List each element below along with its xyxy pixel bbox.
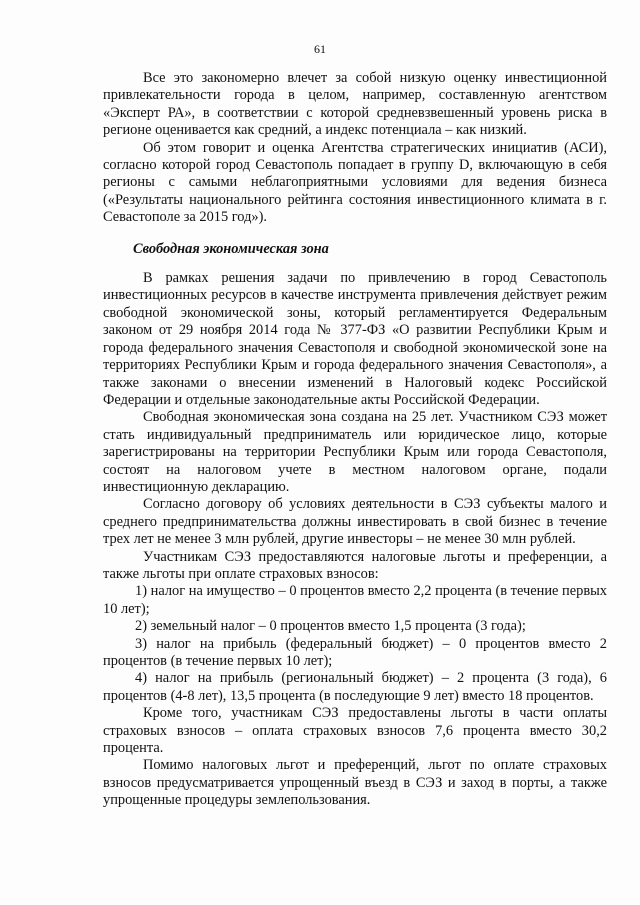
list-item: 1) налог на имущество – 0 процентов вместо 2,2 процента (в течение первых 10 лет); (103, 583, 607, 617)
paragraph: Все это закономерно влечет за собой низкую оценку инвестиционной привлекательности города в целом, например, составленную агентством «Эксперт РА», в соответствии с которой средневзвешенный уровень риска в регионе оценивается как средний, а индекс потенциала – как низкий. (103, 70, 607, 139)
paragraph: Об этом говорит и оценка Агентства стратегических инициатив (АСИ), согласно которой город Севастополь попадает в группу D, включающую в себя регионы с самыми неблагоприятными условиями для ведения бизнеса («Результаты национального рейтинга состояния инвестиционного климата в г. Севастополе за 2015 год»). (103, 139, 607, 226)
list-item: 3) налог на прибыль (федеральный бюджет) – 0 процентов вместо 2 процентов (в течение первых 10 лет); (103, 635, 607, 669)
paragraph: Согласно договору об условиях деятельности в СЭЗ субъекты малого и среднего предпринимательства должны инвестировать в свой бизнес в течение трех лет не менее 3 млн рублей, другие инвесторы – не менее 30 млн рублей. (103, 496, 607, 548)
list-item: 2) земельный налог – 0 процентов вместо 1,5 процента (3 года); (135, 618, 526, 635)
page-number: 61 (314, 42, 326, 56)
paragraph: Кроме того, участникам СЭЗ предоставлены льготы в части оплаты страховых взносов – оплата страховых взносов 7,6 процента вместо 30,2 процента. (103, 705, 607, 757)
section-heading: Свободная экономическая зона (133, 240, 329, 257)
paragraph: Помимо налоговых льгот и преференций, льгот по оплате страховых взносов предусматривается упрощенный въезд в СЭЗ и заход в порты, а также упрощенные процедуры землепользования. (103, 757, 607, 809)
document-body (103, 70, 607, 810)
paragraph: Свободная экономическая зона создана на 25 лет. Участником СЭЗ может стать индивидуальный предприниматель или юридическое лицо, которые зарегистрированы на территории Республики Крым или города Севастополя, состоят на налоговом учете в местном налоговом органе, подали инвестиционную декларацию. (103, 409, 607, 495)
paragraph: Участникам СЭЗ предоставляются налоговые льготы и преференции, а также льготы при оплате страховых взносов: (103, 548, 607, 582)
paragraph: В рамках решения задачи по привлечению в город Севастополь инвестиционных ресурсов в качестве инструмента привлечения действует режим свободной экономической зоны, который регламентируется Федеральным законом от 29 ноября 2014 года № 377-ФЗ «О развитии Республики Крым и города федерального значения Севастополя и свободной экономической зоне на территориях Республики Крым и города федерального значения Севастополя», а также законами о внесении изменений в Налоговый кодекс Российской Федерации и отдельные законодательные акты Российской Федерации. (103, 270, 607, 408)
list-item: 4) налог на прибыль (региональный бюджет) – 2 процента (3 года), 6 процентов (4-8 лет), 13,5 процента (в последующие 9 лет) вместо 18 процентов. (103, 670, 607, 704)
